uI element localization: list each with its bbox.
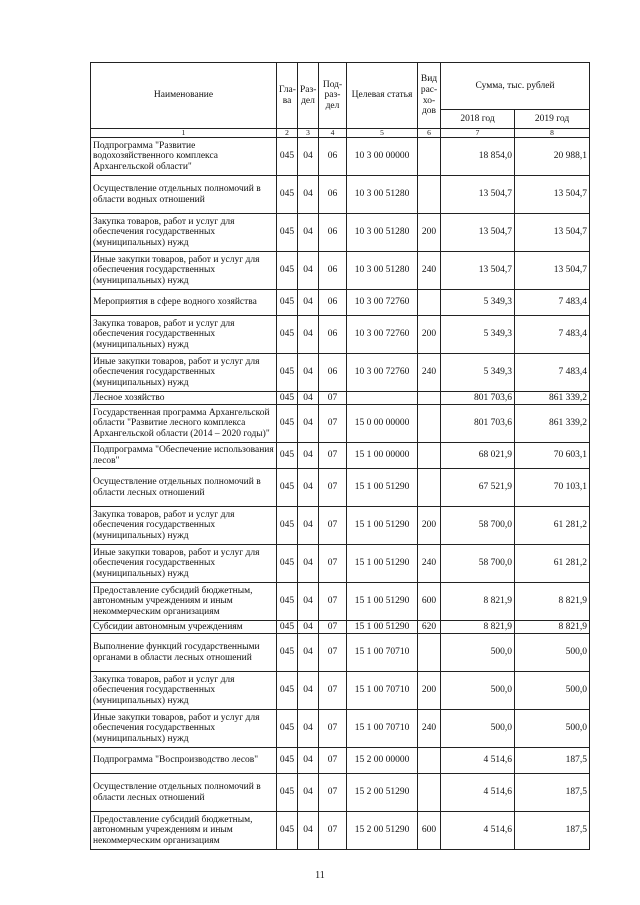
row-razdel: 04 — [298, 748, 319, 774]
row-glava: 045 — [277, 710, 298, 748]
row-glava: 045 — [277, 621, 298, 634]
row-amount-2018: 4 514,6 — [441, 774, 515, 812]
row-glava: 045 — [277, 443, 298, 469]
row-tselevaya-statya: 15 1 00 51290 — [347, 621, 418, 634]
table-row — [91, 354, 590, 392]
row-podrazdel: 06 — [319, 138, 347, 176]
row-amount-2018: 13 504,7 — [441, 176, 515, 214]
header-glava: Гла-ва — [277, 63, 298, 129]
row-vid-raskhodov: 200 — [418, 507, 441, 545]
row-razdel: 04 — [298, 469, 319, 507]
row-amount-2018: 8 821,9 — [441, 621, 515, 634]
row-tselevaya-statya: 15 1 00 51290 — [347, 507, 418, 545]
row-amount-2018: 58 700,0 — [441, 507, 515, 545]
row-podrazdel: 07 — [319, 748, 347, 774]
row-amount-2018: 500,0 — [441, 710, 515, 748]
row-razdel: 04 — [298, 583, 319, 621]
table-body — [91, 138, 590, 850]
column-number: 1 — [91, 129, 277, 138]
table-row — [91, 710, 590, 748]
row-glava: 045 — [277, 392, 298, 405]
row-razdel: 04 — [298, 812, 319, 850]
row-tselevaya-statya: 10 3 00 51280 — [347, 252, 418, 290]
header-name: Наименование — [91, 63, 277, 129]
row-vid-raskhodov — [418, 405, 441, 443]
row-amount-2019: 70 603,1 — [515, 443, 590, 469]
header-podrazdel: Под-раз-дел — [319, 63, 347, 129]
row-tselevaya-statya: 10 3 00 72760 — [347, 290, 418, 316]
row-name: Лесное хозяйство — [91, 392, 277, 405]
row-amount-2019: 187,5 — [515, 774, 590, 812]
row-podrazdel: 07 — [319, 469, 347, 507]
row-name: Субсидии автономным учреждениям — [91, 621, 277, 634]
row-amount-2019: 8 821,9 — [515, 583, 590, 621]
row-name: Государственная программа Архангельской области "Развитие лесного комплекса Архангельской области (2014 – 2020 годы)" — [91, 405, 277, 443]
row-amount-2019: 7 483,4 — [515, 316, 590, 354]
row-amount-2019: 13 504,7 — [515, 176, 590, 214]
row-podrazdel: 07 — [319, 405, 347, 443]
table-row — [91, 634, 590, 672]
row-vid-raskhodov — [418, 634, 441, 672]
row-amount-2018: 5 349,3 — [441, 354, 515, 392]
row-glava: 045 — [277, 290, 298, 316]
row-amount-2018: 4 514,6 — [441, 812, 515, 850]
row-amount-2018: 5 349,3 — [441, 290, 515, 316]
row-razdel: 04 — [298, 290, 319, 316]
column-number: 3 — [298, 129, 319, 138]
row-vid-raskhodov: 620 — [418, 621, 441, 634]
column-number: 7 — [441, 129, 515, 138]
row-name: Закупка товаров, работ и услуг для обеспечения государственных (муниципальных) нужд — [91, 672, 277, 710]
row-tselevaya-statya: 15 1 00 51290 — [347, 545, 418, 583]
row-amount-2018: 67 521,9 — [441, 469, 515, 507]
row-amount-2019: 20 988,1 — [515, 138, 590, 176]
row-name: Подпрограмма "Обеспечение использования лесов" — [91, 443, 277, 469]
row-razdel: 04 — [298, 774, 319, 812]
column-number: 4 — [319, 129, 347, 138]
row-amount-2019: 861 339,2 — [515, 392, 590, 405]
row-razdel: 04 — [298, 392, 319, 405]
row-glava: 045 — [277, 214, 298, 252]
row-name: Иные закупки товаров, работ и услуг для обеспечения государственных (муниципальных) нужд — [91, 252, 277, 290]
row-podrazdel: 06 — [319, 316, 347, 354]
row-razdel: 04 — [298, 354, 319, 392]
table-row — [91, 545, 590, 583]
row-razdel: 04 — [298, 214, 319, 252]
row-name: Подпрограмма "Воспроизводство лесов" — [91, 748, 277, 774]
row-tselevaya-statya: 15 1 00 51290 — [347, 469, 418, 507]
row-vid-raskhodov: 240 — [418, 710, 441, 748]
row-tselevaya-statya — [347, 392, 418, 405]
row-podrazdel: 07 — [319, 621, 347, 634]
row-amount-2018: 58 700,0 — [441, 545, 515, 583]
header-year-2018: 2018 год — [441, 110, 515, 129]
row-amount-2019: 13 504,7 — [515, 252, 590, 290]
row-razdel: 04 — [298, 405, 319, 443]
row-name: Закупка товаров, работ и услуг для обеспечения государственных (муниципальных) нужд — [91, 316, 277, 354]
column-number: 2 — [277, 129, 298, 138]
header-year-2019: 2019 год — [515, 110, 590, 129]
row-razdel: 04 — [298, 545, 319, 583]
row-podrazdel: 07 — [319, 710, 347, 748]
row-vid-raskhodov: 240 — [418, 252, 441, 290]
row-podrazdel: 07 — [319, 672, 347, 710]
row-amount-2019: 8 821,9 — [515, 621, 590, 634]
row-name: Осуществление отдельных полномочий в области водных отношений — [91, 176, 277, 214]
row-podrazdel: 06 — [319, 290, 347, 316]
row-amount-2018: 500,0 — [441, 672, 515, 710]
row-razdel: 04 — [298, 672, 319, 710]
row-amount-2019: 61 281,2 — [515, 545, 590, 583]
row-amount-2018: 13 504,7 — [441, 214, 515, 252]
row-vid-raskhodov: 240 — [418, 545, 441, 583]
page-number: 11 — [315, 870, 325, 881]
row-name: Предоставление субсидий бюджетным, автономным учреждениям и иным некоммерческим организациям — [91, 583, 277, 621]
row-tselevaya-statya: 15 2 00 51290 — [347, 812, 418, 850]
row-glava: 045 — [277, 138, 298, 176]
row-amount-2018: 18 854,0 — [441, 138, 515, 176]
row-podrazdel: 06 — [319, 252, 347, 290]
row-razdel: 04 — [298, 138, 319, 176]
table-row — [91, 621, 590, 634]
row-glava: 045 — [277, 634, 298, 672]
row-tselevaya-statya: 10 3 00 72760 — [347, 354, 418, 392]
header-summa: Сумма, тыс. рублей — [441, 63, 590, 110]
row-amount-2018: 500,0 — [441, 634, 515, 672]
budget-table — [90, 62, 590, 850]
row-glava: 045 — [277, 354, 298, 392]
row-amount-2019: 13 504,7 — [515, 214, 590, 252]
column-number: 8 — [515, 129, 590, 138]
row-podrazdel: 07 — [319, 443, 347, 469]
row-amount-2018: 801 703,6 — [441, 392, 515, 405]
table-row — [91, 138, 590, 176]
row-tselevaya-statya: 15 1 00 70710 — [347, 634, 418, 672]
row-glava: 045 — [277, 405, 298, 443]
row-glava: 045 — [277, 545, 298, 583]
row-glava: 045 — [277, 469, 298, 507]
row-podrazdel: 06 — [319, 176, 347, 214]
row-podrazdel: 07 — [319, 583, 347, 621]
table-row — [91, 748, 590, 774]
row-podrazdel: 07 — [319, 545, 347, 583]
row-podrazdel: 07 — [319, 392, 347, 405]
row-vid-raskhodov — [418, 443, 441, 469]
table-row — [91, 469, 590, 507]
row-vid-raskhodov: 600 — [418, 583, 441, 621]
row-vid-raskhodov: 240 — [418, 354, 441, 392]
row-amount-2019: 70 103,1 — [515, 469, 590, 507]
row-vid-raskhodov — [418, 748, 441, 774]
row-vid-raskhodov — [418, 469, 441, 507]
row-amount-2019: 7 483,4 — [515, 354, 590, 392]
row-vid-raskhodov — [418, 290, 441, 316]
row-glava: 045 — [277, 252, 298, 290]
row-razdel: 04 — [298, 316, 319, 354]
row-glava: 045 — [277, 583, 298, 621]
row-name: Предоставление субсидий бюджетным, автономным учреждениям и иным некоммерческим организациям — [91, 812, 277, 850]
row-glava: 045 — [277, 748, 298, 774]
header-vid-raskhodov: Вид рас-хо-дов — [418, 63, 441, 129]
row-amount-2019: 500,0 — [515, 672, 590, 710]
row-vid-raskhodov — [418, 392, 441, 405]
table-row — [91, 252, 590, 290]
row-amount-2019: 187,5 — [515, 748, 590, 774]
table-row — [91, 812, 590, 850]
table-row — [91, 392, 590, 405]
table-row — [91, 507, 590, 545]
row-podrazdel: 06 — [319, 354, 347, 392]
row-podrazdel: 07 — [319, 812, 347, 850]
header-tselevaya-statya: Целевая статья — [347, 63, 418, 129]
row-podrazdel: 07 — [319, 774, 347, 812]
row-glava: 045 — [277, 672, 298, 710]
row-tselevaya-statya: 15 0 00 00000 — [347, 405, 418, 443]
row-razdel: 04 — [298, 621, 319, 634]
row-amount-2019: 61 281,2 — [515, 507, 590, 545]
row-amount-2018: 5 349,3 — [441, 316, 515, 354]
row-vid-raskhodov: 200 — [418, 316, 441, 354]
row-name: Подпрограмма "Развитие водохозяйственного комплекса Архангельской области" — [91, 138, 277, 176]
row-name: Осуществление отдельных полномочий в области лесных отношений — [91, 774, 277, 812]
row-name: Закупка товаров, работ и услуг для обеспечения государственных (муниципальных) нужд — [91, 507, 277, 545]
row-tselevaya-statya: 10 3 00 72760 — [347, 316, 418, 354]
row-name: Закупка товаров, работ и услуг для обеспечения государственных (муниципальных) нужд — [91, 214, 277, 252]
row-podrazdel: 06 — [319, 214, 347, 252]
row-tselevaya-statya: 15 1 00 00000 — [347, 443, 418, 469]
row-name: Осуществление отдельных полномочий в области лесных отношений — [91, 469, 277, 507]
table-row — [91, 214, 590, 252]
table-row — [91, 176, 590, 214]
row-podrazdel: 07 — [319, 507, 347, 545]
header-razdel: Раз-дел — [298, 63, 319, 129]
table-row — [91, 316, 590, 354]
table-row — [91, 672, 590, 710]
row-name: Мероприятия в сфере водного хозяйства — [91, 290, 277, 316]
row-glava: 045 — [277, 176, 298, 214]
row-vid-raskhodov — [418, 176, 441, 214]
row-razdel: 04 — [298, 634, 319, 672]
row-vid-raskhodov — [418, 774, 441, 812]
table-row — [91, 443, 590, 469]
row-tselevaya-statya: 10 3 00 51280 — [347, 214, 418, 252]
row-amount-2019: 500,0 — [515, 710, 590, 748]
table-row — [91, 405, 590, 443]
row-tselevaya-statya: 15 1 00 70710 — [347, 710, 418, 748]
row-tselevaya-statya: 10 3 00 51280 — [347, 176, 418, 214]
row-name: Выполнение функций государственными органами в области лесных отношений — [91, 634, 277, 672]
row-tselevaya-statya: 10 3 00 00000 — [347, 138, 418, 176]
row-tselevaya-statya: 15 2 00 00000 — [347, 748, 418, 774]
column-number: 6 — [418, 129, 441, 138]
row-name: Иные закупки товаров, работ и услуг для обеспечения государственных (муниципальных) нужд — [91, 354, 277, 392]
row-glava: 045 — [277, 316, 298, 354]
row-amount-2018: 68 021,9 — [441, 443, 515, 469]
row-amount-2018: 4 514,6 — [441, 748, 515, 774]
row-vid-raskhodov: 200 — [418, 214, 441, 252]
row-razdel: 04 — [298, 507, 319, 545]
row-amount-2019: 187,5 — [515, 812, 590, 850]
row-vid-raskhodov: 600 — [418, 812, 441, 850]
table-row — [91, 583, 590, 621]
row-vid-raskhodov: 200 — [418, 672, 441, 710]
table-row — [91, 290, 590, 316]
row-name: Иные закупки товаров, работ и услуг для обеспечения государственных (муниципальных) нужд — [91, 545, 277, 583]
row-amount-2018: 13 504,7 — [441, 252, 515, 290]
row-vid-raskhodov — [418, 138, 441, 176]
row-razdel: 04 — [298, 176, 319, 214]
row-glava: 045 — [277, 507, 298, 545]
row-glava: 045 — [277, 774, 298, 812]
row-razdel: 04 — [298, 443, 319, 469]
row-amount-2019: 500,0 — [515, 634, 590, 672]
row-amount-2018: 801 703,6 — [441, 405, 515, 443]
row-amount-2019: 861 339,2 — [515, 405, 590, 443]
table-row — [91, 774, 590, 812]
row-razdel: 04 — [298, 710, 319, 748]
column-number: 5 — [347, 129, 418, 138]
row-tselevaya-statya: 15 1 00 70710 — [347, 672, 418, 710]
row-razdel: 04 — [298, 252, 319, 290]
row-podrazdel: 07 — [319, 634, 347, 672]
row-glava: 045 — [277, 812, 298, 850]
row-tselevaya-statya: 15 2 00 51290 — [347, 774, 418, 812]
row-amount-2018: 8 821,9 — [441, 583, 515, 621]
row-tselevaya-statya: 15 1 00 51290 — [347, 583, 418, 621]
row-amount-2019: 7 483,4 — [515, 290, 590, 316]
row-name: Иные закупки товаров, работ и услуг для обеспечения государственных (муниципальных) нужд — [91, 710, 277, 748]
